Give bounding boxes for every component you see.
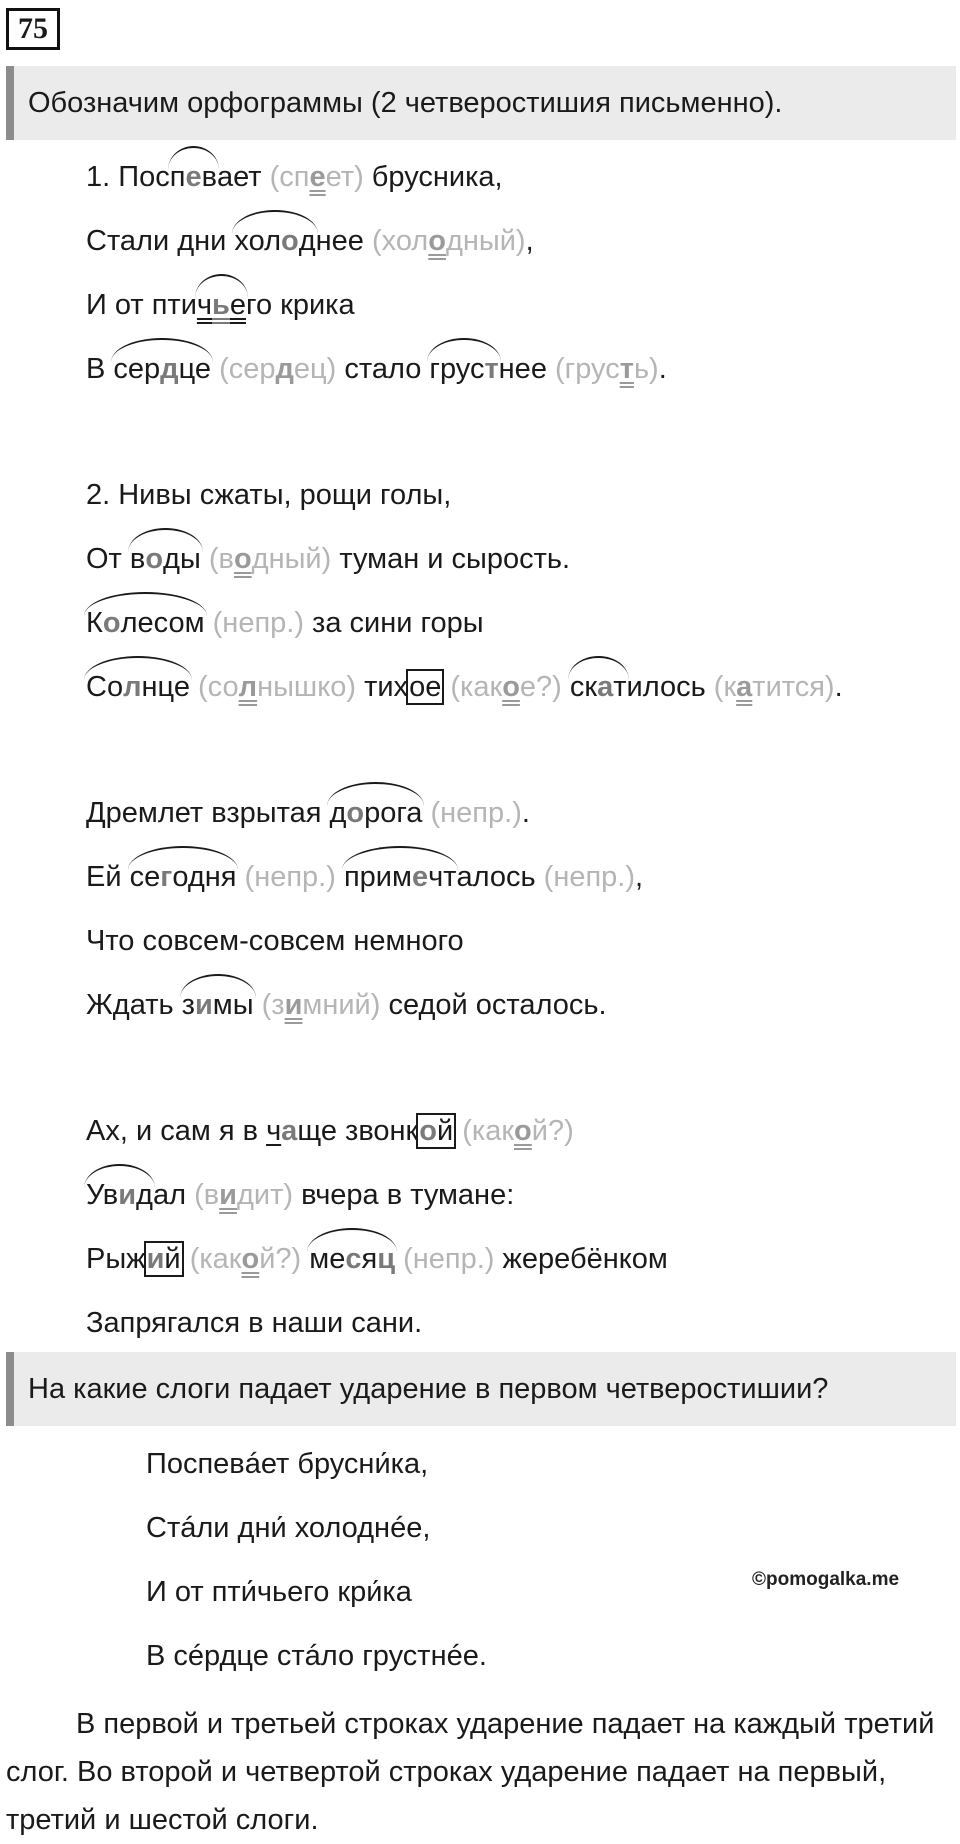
poem-line: Ах, и сам я в чаще звонкой (какой?) xyxy=(86,1115,574,1147)
poem-line: Рыжий (какой?) месяц (непр.) жеребёнком xyxy=(86,1243,668,1275)
poem-line: Стали дни холоднее (холодный), xyxy=(86,225,534,257)
poem-line: 1. Поспевает (спеет) брусника, xyxy=(86,161,503,193)
poem-line: Запрягался в наши сани. xyxy=(86,1307,423,1339)
watermark: ©pomogalka.me xyxy=(752,1569,900,1590)
poem-line: Ей сегодня (непр.) примечталось (непр.), xyxy=(86,861,644,893)
stress-line: Стáли дни́ холоднée, xyxy=(146,1512,431,1544)
poem-line: Ждать зимы (зимний) седой осталось. xyxy=(86,989,607,1021)
heading-text: На какие слоги падает ударение в первом четверостишии? xyxy=(28,1372,829,1405)
section-heading-orthograms xyxy=(6,66,956,140)
poem-line: Колесом (непр.) за сини горы xyxy=(86,607,484,639)
poem-line: От воды (водный) туман и сырость. xyxy=(86,543,571,575)
heading-text: Обозначим орфограммы (2 четверостишия письменно). xyxy=(28,86,783,119)
poem-line: 2. Нивы сжаты, рощи голы, xyxy=(86,479,452,511)
poem-line: Солнце (солнышко) тихое (какое?) скатилось (катится). xyxy=(86,671,843,703)
poem-line: В сердце (сердец) стало грустнее (грусть). xyxy=(86,353,667,385)
poem-line: И от птичьего крика xyxy=(86,289,355,321)
conclusion-paragraph: В первой и третьей строках ударение падает на каждый третий слог. Во второй и четвертой строках ударение падает на первый, третий и шестой слоги. xyxy=(6,1708,935,1836)
poem-line: Дремлет взрытая дорога (непр.). xyxy=(86,797,530,829)
task-number: 75 xyxy=(6,8,60,50)
stress-line: И от пти́чьего кри́ка xyxy=(146,1576,412,1608)
stress-line: В сéрдце стáло грустнée. xyxy=(146,1640,487,1672)
poem-line: Увидал (видит) вчера в тумане: xyxy=(86,1179,515,1211)
section-heading-stress xyxy=(6,1352,956,1426)
stress-line: Поспевáет брусни́ка, xyxy=(146,1448,429,1480)
poem-line: Что совсем-совсем немного xyxy=(86,925,464,957)
